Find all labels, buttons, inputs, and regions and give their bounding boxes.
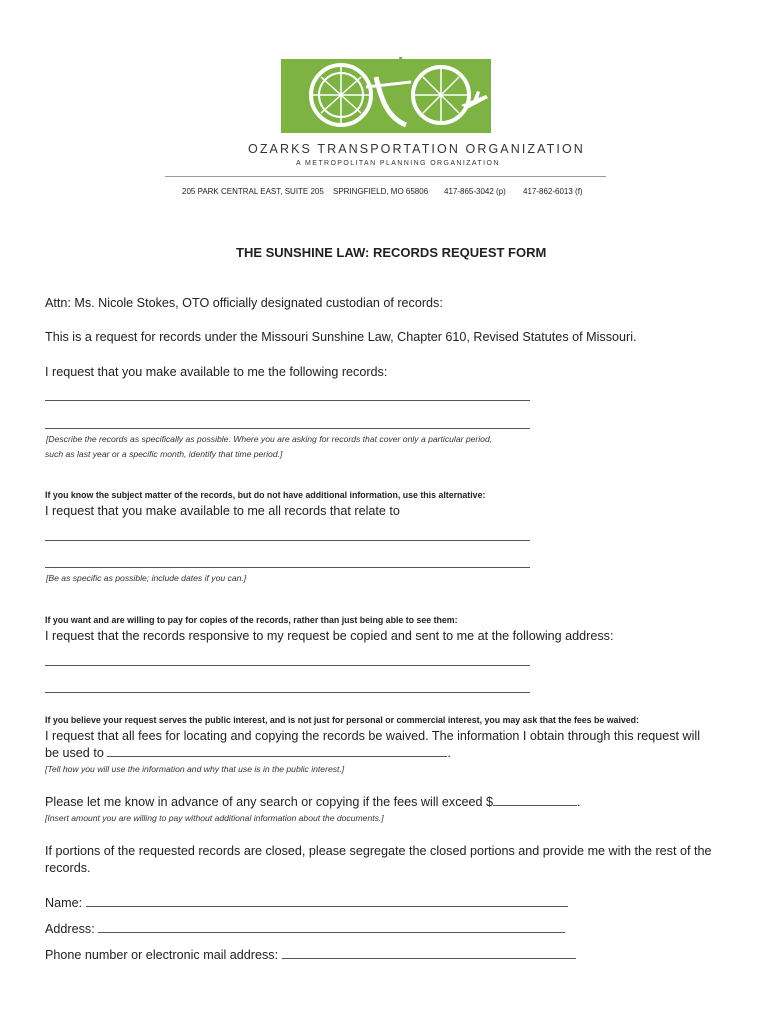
oto-logo — [281, 47, 491, 133]
records-field-1[interactable] — [45, 400, 530, 401]
waiver-heading: If you believe your request serves the public interest, and is not just for personal or commercial interest, you may ask that the fees be waived: — [45, 715, 639, 725]
city-address: SPRINGFIELD, MO 65806 — [333, 187, 429, 196]
describe-note-1: [Describe the records as specifically as possible. Where you are asking for records that cover only a particular period, — [46, 434, 493, 444]
street-address: 205 PARK CENTRAL EAST, SUITE 205 — [182, 187, 324, 196]
fax-number: 417-862-6013 (f) — [523, 187, 583, 196]
name-label: Name: — [45, 896, 83, 910]
copies-address-field-2[interactable] — [45, 692, 530, 693]
contact-field[interactable] — [282, 948, 576, 959]
copies-heading: If you want and are willing to pay for copies of the records, rather than just being able to see them: — [45, 615, 458, 625]
address-row — [45, 922, 565, 936]
attn-line: Attn: Ms. Nicole Stokes, OTO officially designated custodian of records: — [45, 296, 443, 310]
fees-amount-field[interactable] — [493, 795, 577, 806]
name-field[interactable] — [86, 896, 568, 907]
waiver-request-text-2: be used to . — [45, 746, 451, 760]
subject-request-text: I request that you make available to me all records that relate to — [45, 504, 400, 518]
header-rule — [165, 176, 606, 177]
contact-label: Phone number or electronic mail address: — [45, 948, 279, 962]
closed-portions-text: If portions of the requested records are closed, please segregate the closed portions and provide me with the rest of the records. — [45, 844, 712, 875]
describe-note-2: such as last year or a specific month, identify that time period.] — [45, 449, 283, 459]
waiver-request-text-1: I request that all fees for locating and copying the records be waived. The information I obtain through this request will — [45, 729, 701, 743]
contact-row — [45, 948, 576, 962]
name-row — [45, 896, 568, 910]
records-field-2[interactable] — [45, 428, 530, 429]
subject-field-2[interactable] — [45, 567, 530, 568]
waiver-note: [Tell how you will use the information and why that use is in the public interest.] — [45, 764, 345, 774]
fees-request-text: Please let me know in advance of any search or copying if the fees will exceed $ — [45, 795, 494, 809]
subject-heading: If you know the subject matter of the records, but do not have additional information, use this alternative: — [45, 490, 486, 500]
waiver-used-to-label: be used to — [45, 746, 104, 760]
copies-address-field-1[interactable] — [45, 665, 530, 666]
fees-note: [Insert amount you are willing to pay without additional information about the documents.] — [45, 813, 384, 823]
org-name: OZARKS TRANSPORTATION ORGANIZATION — [248, 142, 585, 156]
subject-field-1[interactable] — [45, 540, 530, 541]
intro-text: This is a request for records under the Missouri Sunshine Law, Chapter 610, Revised Statutes of Missouri. — [45, 330, 637, 344]
subject-note: [Be as specific as possible; include dates if you can.] — [46, 573, 247, 583]
org-subtitle: A METROPOLITAN PLANNING ORGANIZATION — [296, 160, 500, 167]
address-label: Address: — [45, 922, 95, 936]
fees-line: Please let me know in advance of any search or copying if the fees will exceed $ . — [45, 795, 581, 809]
waiver-use-field[interactable] — [107, 746, 447, 757]
phone-number: 417-865-3042 (p) — [444, 187, 506, 196]
form-title: THE SUNSHINE LAW: RECORDS REQUEST FORM — [236, 245, 547, 260]
copies-request-text: I request that the records responsive to my request be copied and sent to me at the following address: — [45, 629, 614, 643]
address-field[interactable] — [98, 922, 565, 933]
request-records-text: I request that you make available to me the following records: — [45, 365, 388, 379]
